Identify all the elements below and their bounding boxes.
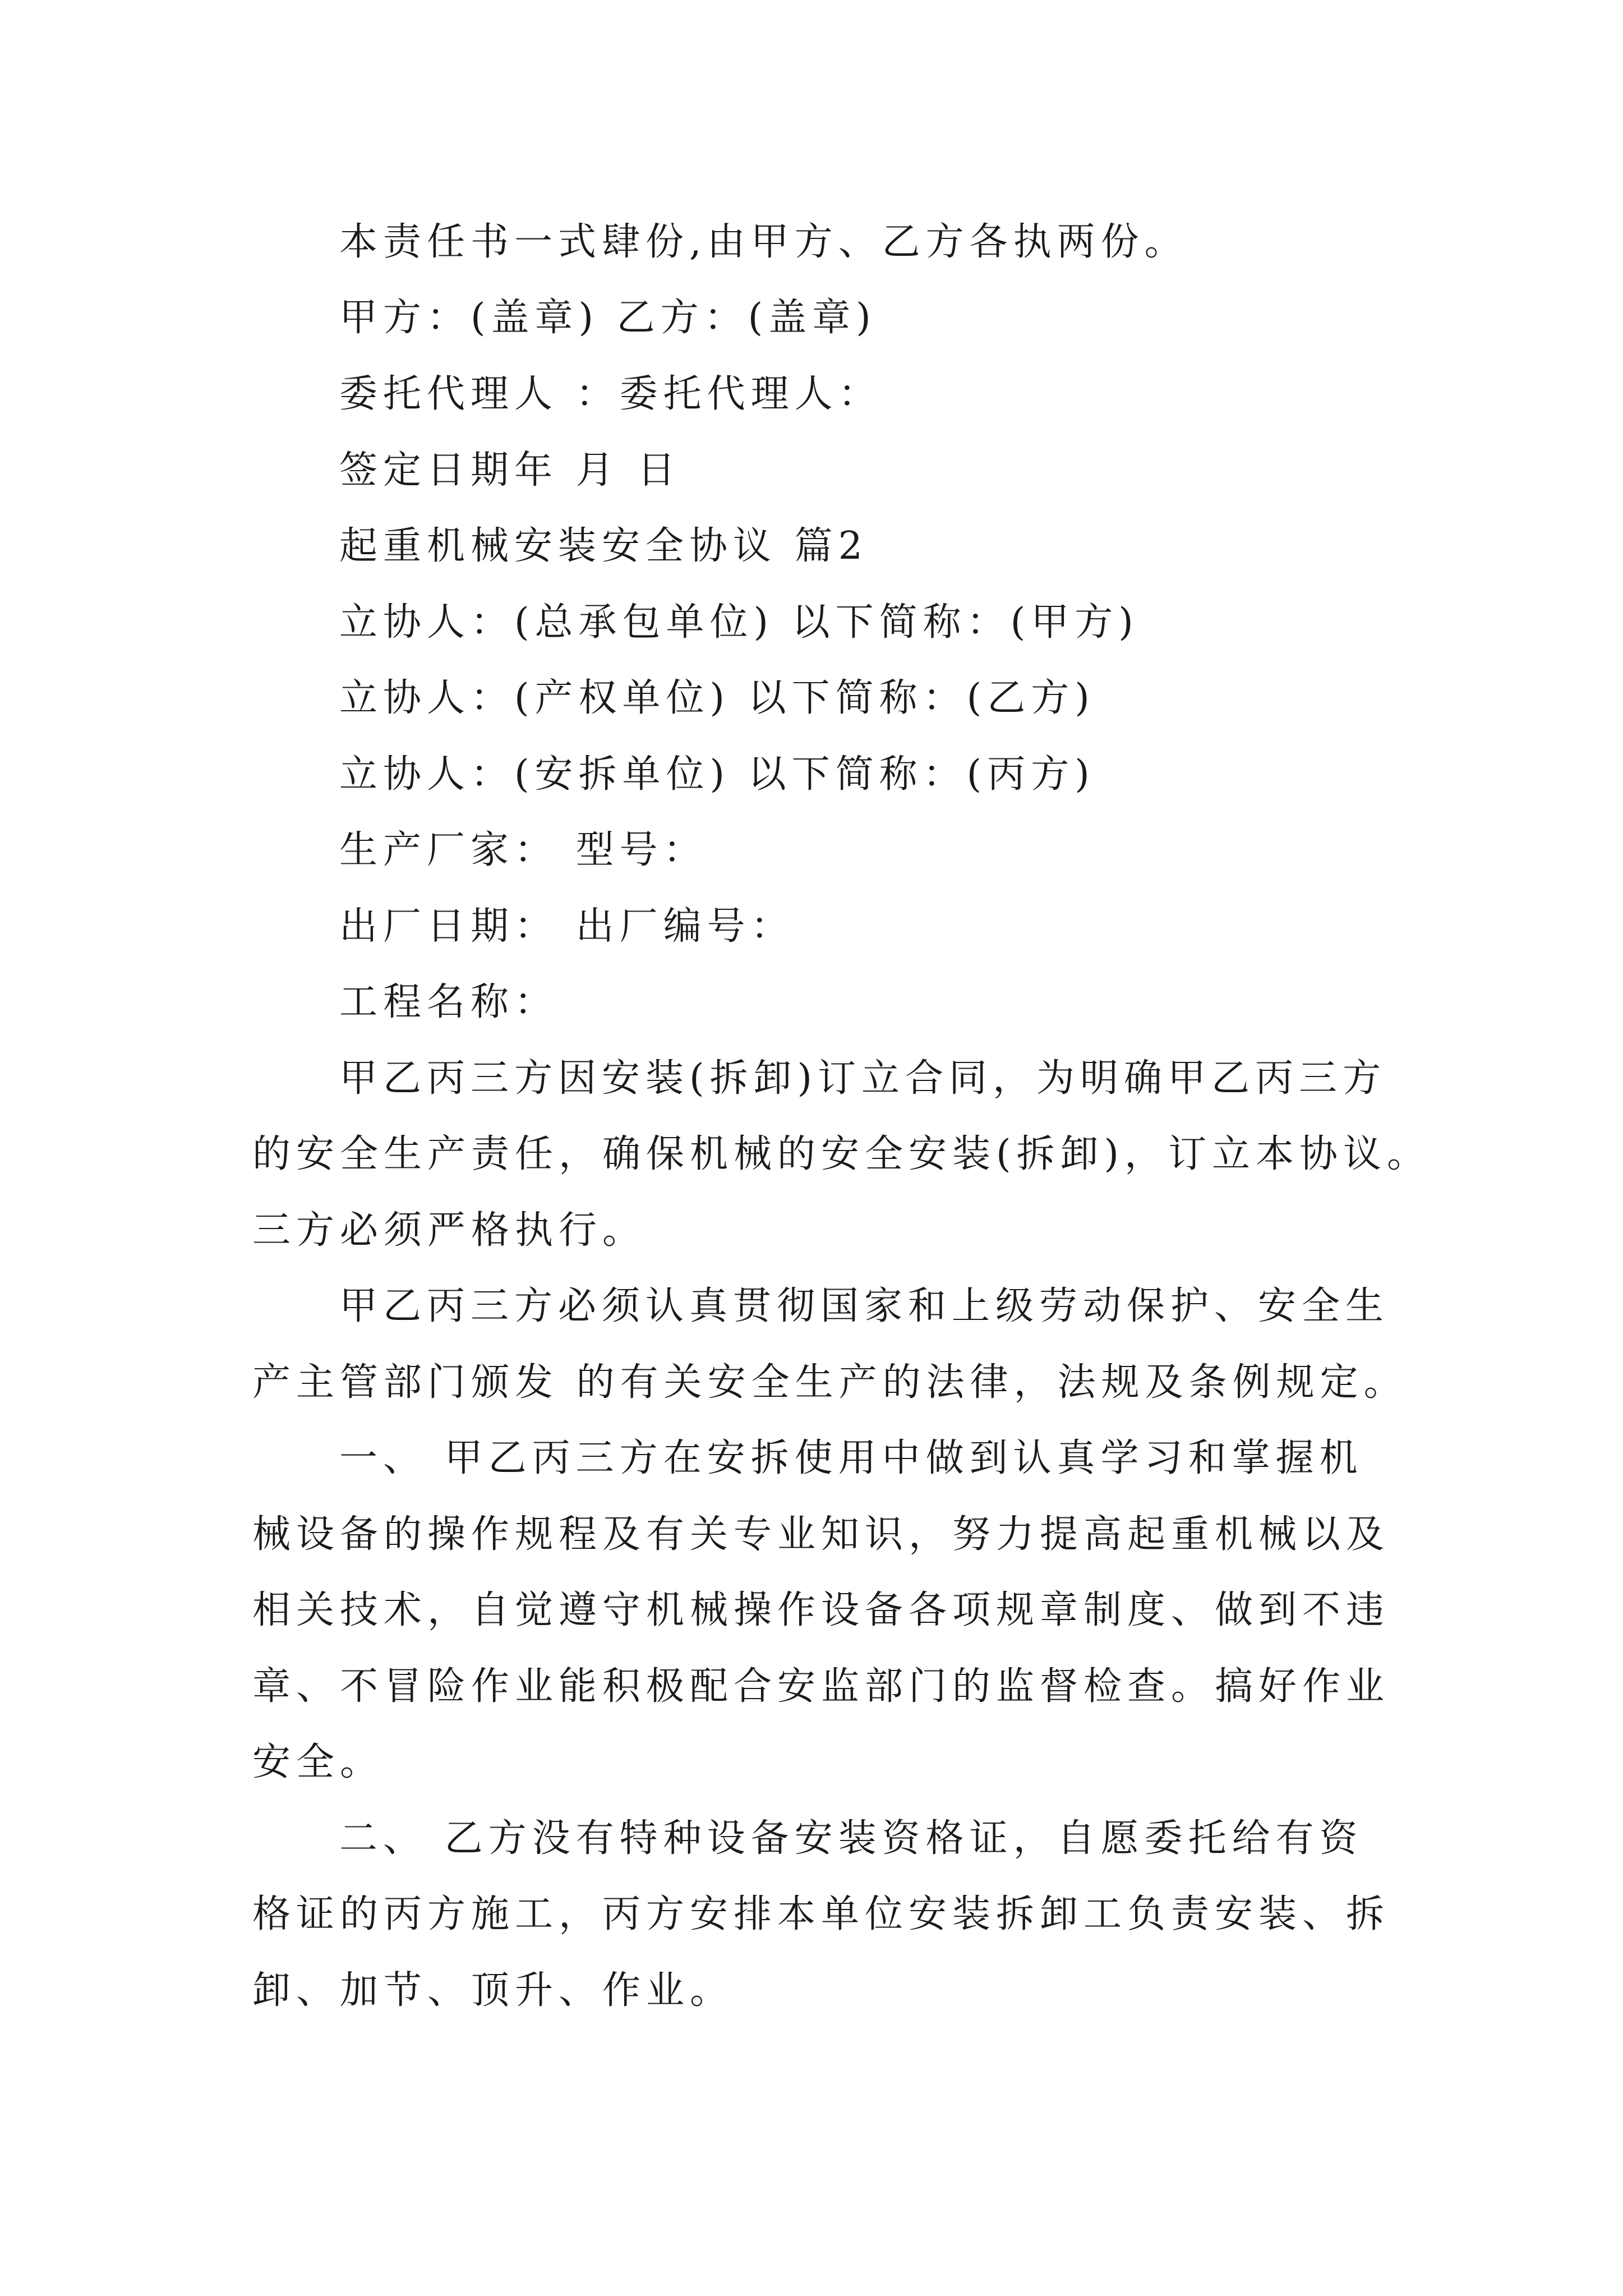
sign-date-line: 签定日期年 月 日 bbox=[339, 448, 681, 493]
paragraph-line: 二、 乙方没有特种设备安装资格证，自愿委托给有资 bbox=[339, 1816, 1363, 1861]
party-a-line: 立协人：(总承包单位) 以下简称：(甲方) bbox=[339, 600, 1139, 645]
manufacturer-model-line: 生产厂家： 型号： bbox=[339, 828, 707, 872]
paragraph-line: 三方必须严格执行。 bbox=[252, 1208, 647, 1253]
paragraph-line: 产主管部门颁发 的有关安全生产的法律，法规及条例规定。 bbox=[252, 1360, 1408, 1405]
agent-line: 委托代理人 ：委托代理人： bbox=[339, 372, 882, 416]
paragraph-line: 一、 甲乙丙三方在安拆使用中做到认真学习和掌握机 bbox=[339, 1436, 1363, 1480]
paragraph-line: 安全。 bbox=[252, 1740, 384, 1784]
paragraph-line: 甲乙丙三方因安装(拆卸)订立合同，为明确甲乙丙三方 bbox=[339, 1056, 1387, 1101]
party-c-line: 立协人：(安拆单位) 以下简称：(丙方) bbox=[339, 752, 1095, 797]
factory-date-number-line: 出厂日期： 出厂编号： bbox=[339, 904, 795, 949]
party-b-line: 立协人：(产权单位) 以下简称：(乙方) bbox=[339, 676, 1095, 720]
agreement-title: 起重机械安装安全协议 篇2 bbox=[339, 524, 868, 568]
copies-statement: 本责任书一式肆份,由甲方、乙方各执两份。 bbox=[339, 220, 1188, 264]
paragraph-line: 格证的丙方施工，丙方安排本单位安装拆卸工负责安装、拆 bbox=[252, 1892, 1390, 1936]
paragraph-line: 相关技术，自觉遵守机械操作设备各项规章制度、做到不违 bbox=[252, 1588, 1390, 1632]
party-seals-line: 甲方：(盖章) 乙方：(盖章) bbox=[339, 296, 877, 340]
paragraph-line: 械设备的操作规程及有关专业知识，努力提高起重机械以及 bbox=[252, 1512, 1390, 1557]
paragraph-line: 甲乙丙三方必须认真贯彻国家和上级劳动保护、安全生 bbox=[339, 1284, 1390, 1328]
paragraph-line: 的安全生产责任，确保机械的安全安装(拆卸)，订立本协议。 bbox=[252, 1132, 1431, 1176]
paragraph-line: 章、不冒险作业能积极配合安监部门的监督检查。搞好作业 bbox=[252, 1664, 1390, 1709]
paragraph-line: 卸、加节、顶升、作业。 bbox=[252, 1968, 734, 2013]
project-name-line: 工程名称： bbox=[339, 980, 559, 1024]
